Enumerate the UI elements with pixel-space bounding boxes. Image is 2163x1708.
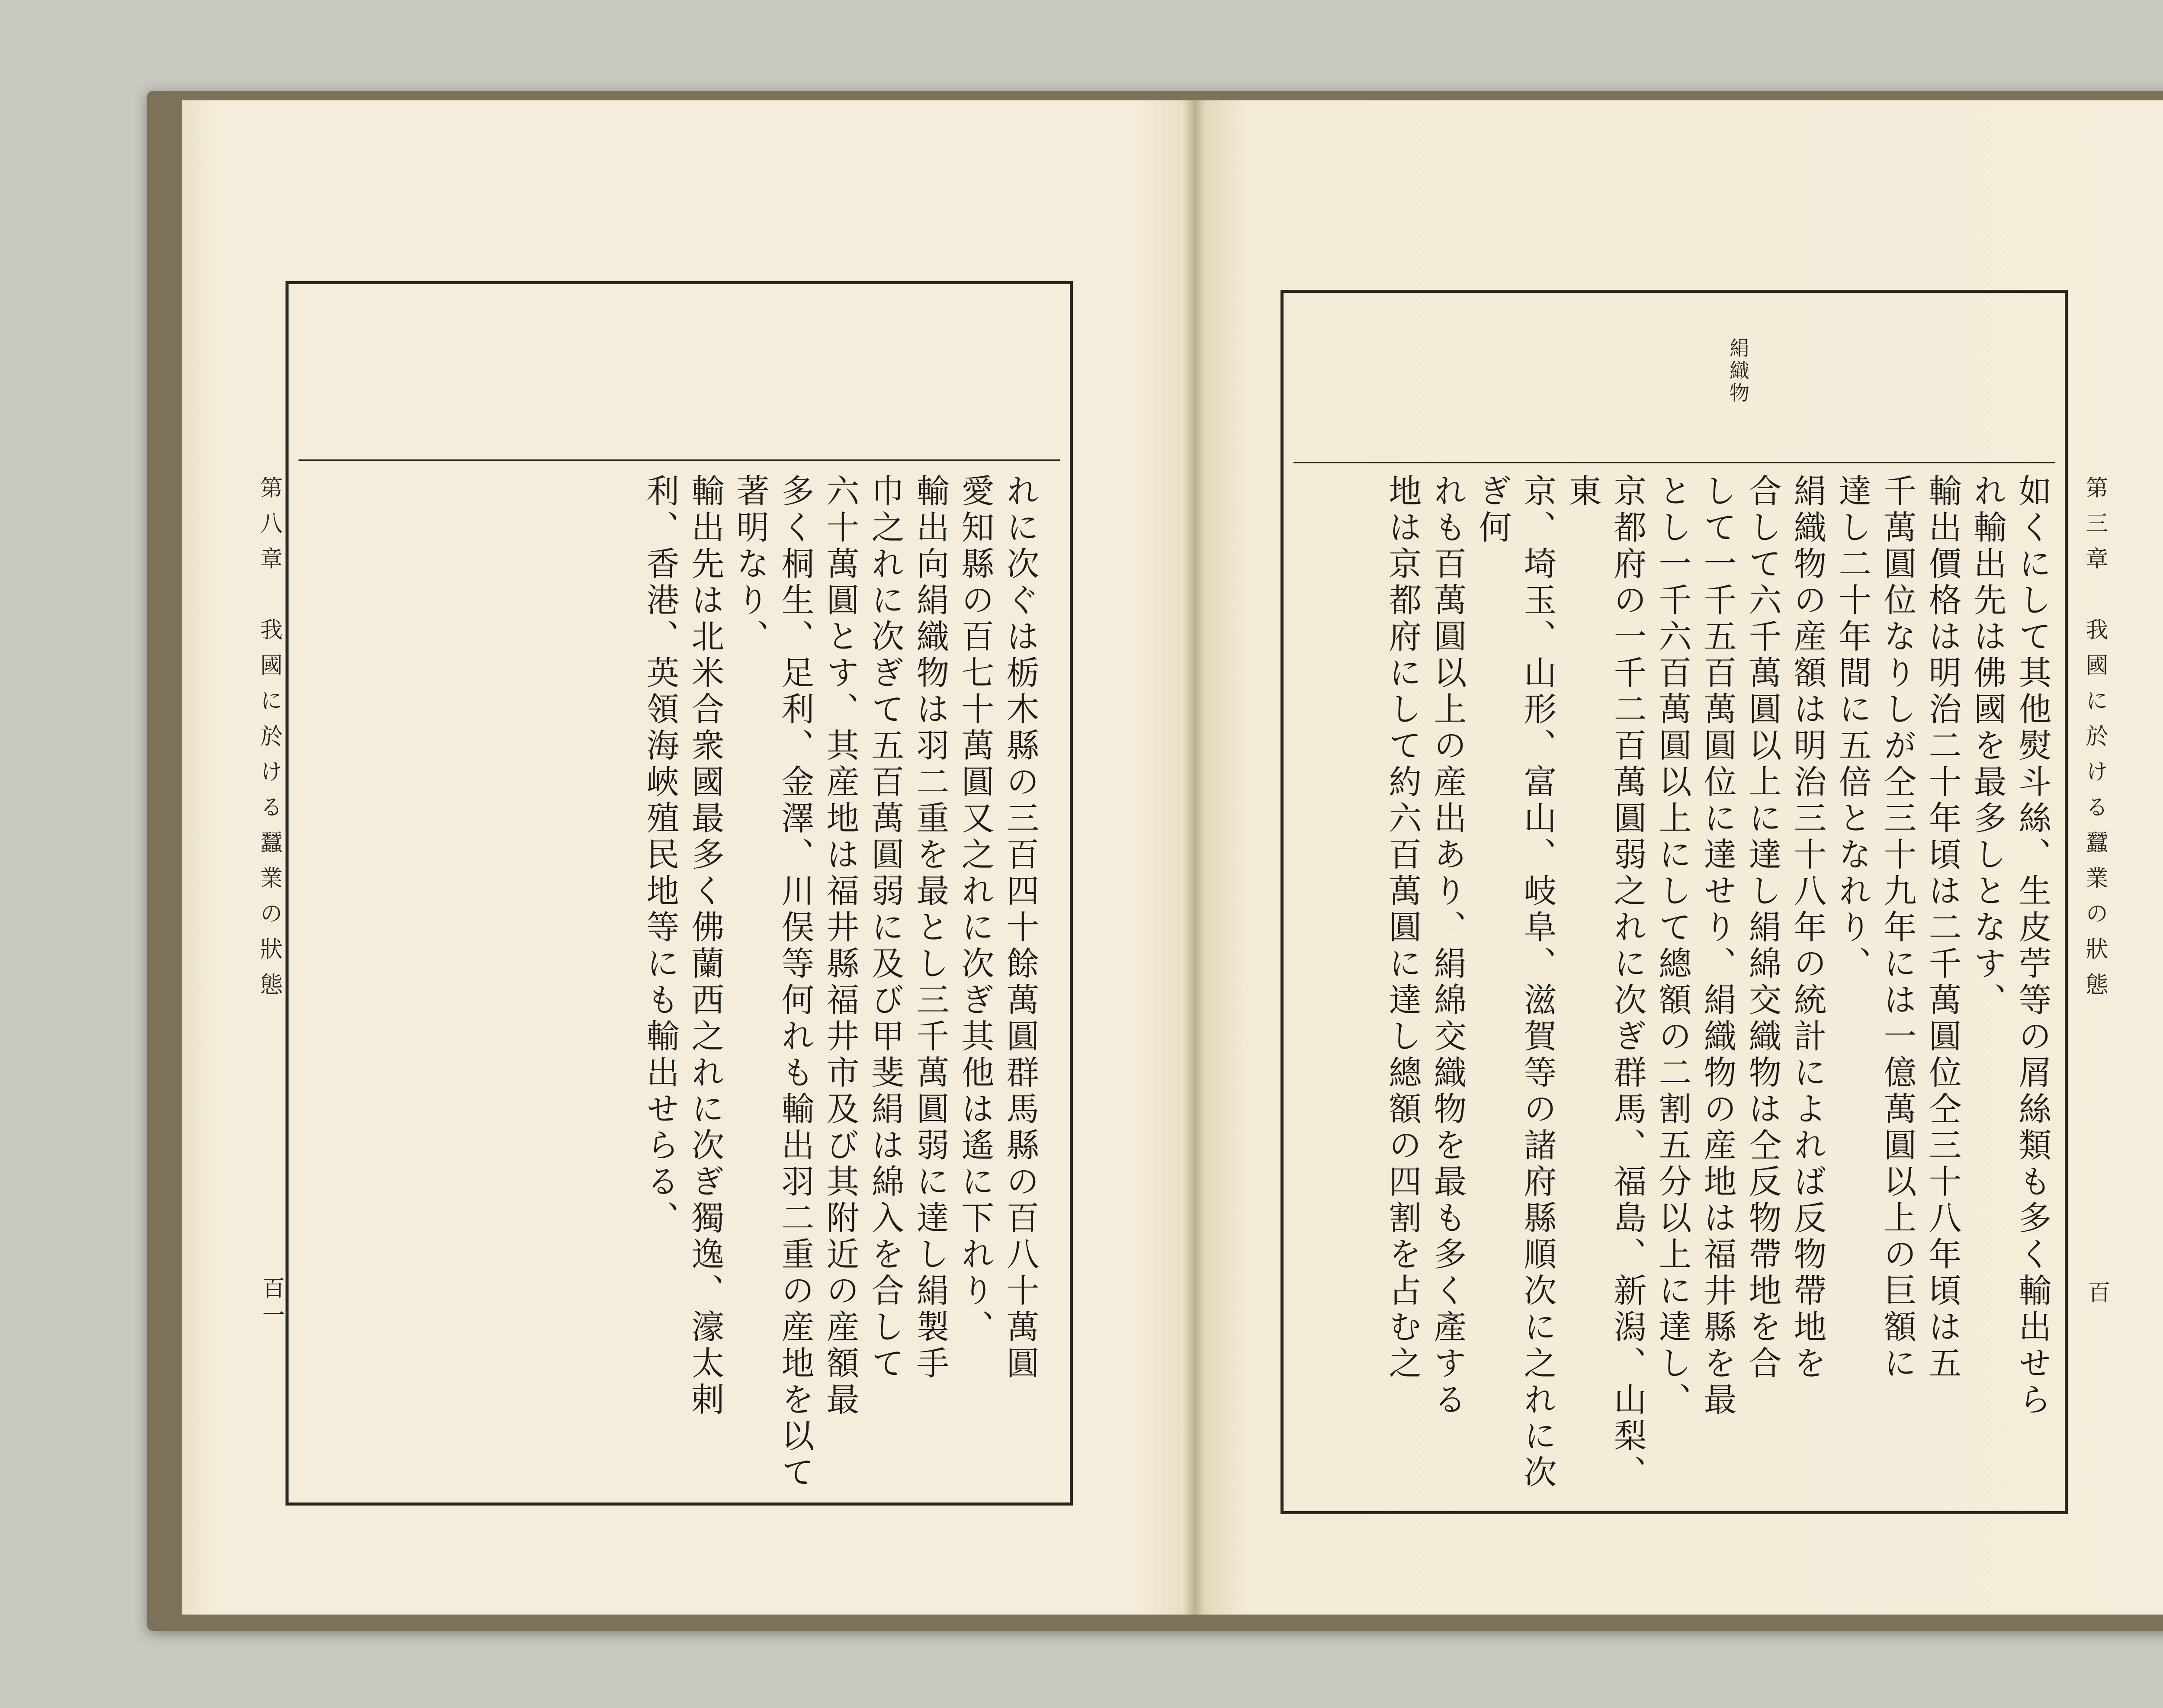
- left-header-rule: [298, 459, 1060, 461]
- left-page-number: 百一: [258, 1276, 284, 1330]
- right-running-head: 第三章 我國に於ける蠶業の狀態: [2082, 476, 2108, 1008]
- left-body-text: れに次ぐは栃木縣の三百四十餘萬圓群馬縣の百八十萬圓 愛知縣の百七十萬圓又之れに次ぎ其他は遙に下れり、 輸出向絹織物は羽二重を最とし三千萬圓弱に達し絹製手 巾之れに次ぎて五百萬圓弱に及び甲斐絹は綿入を合して 六十萬圓とす、其産地は福井縣福井市及び其附近の産額最 多く桐生、足利、金澤、川俣等何れも輸出羽二重の産地を以て 著明なり、 輸出先は北米合衆國最多く佛蘭西之れに次ぎ獨逸、濠太剌 利、香港、英領海峽殖民地等にも輸出せらる、: [641, 474, 1040, 1491]
- right-header-rule: [1293, 462, 2055, 463]
- left-running-head: 第八章 我國に於ける蠶業の狀態: [256, 476, 282, 1008]
- right-headnote: 絹織物: [1727, 337, 1750, 405]
- right-page-number: 百: [2084, 1281, 2110, 1307]
- book-gutter: [1183, 100, 1205, 1615]
- right-body-text: 如くにして其他熨斗絲、生皮苧等の屑絲類も多く輸出せら れ輸出先は佛國を最多しとなす、 輸出價格は明治二十年頃は二千萬圓位仝三十八年頃は五 千萬圓位なりしが仝三十九年には一億萬圓以上の巨額に 達し二十年間に五倍となれり、 絹織物の産額は明治三十八年の統計によれば反物帶地を 合して六千萬圓以上に達し絹綿交織物は仝反物帶地を合 して一千五百萬圓位に達せり、絹織物の産地は福井縣を最 とし一千六百萬圓以上にして總額の二割五分以上に達し、 京都府の一千二百萬圓弱之れに次ぎ群馬、福島、新潟、山梨、東 京、埼玉、山形、富山、岐阜、滋賀等の諸府縣順次に之れに次ぎ何 れも百萬圓以上の産出あり、絹綿交織物を最も多く產する 地は京都府にして約六百萬圓に達し總額の四割を占む之: [1383, 474, 2052, 1491]
